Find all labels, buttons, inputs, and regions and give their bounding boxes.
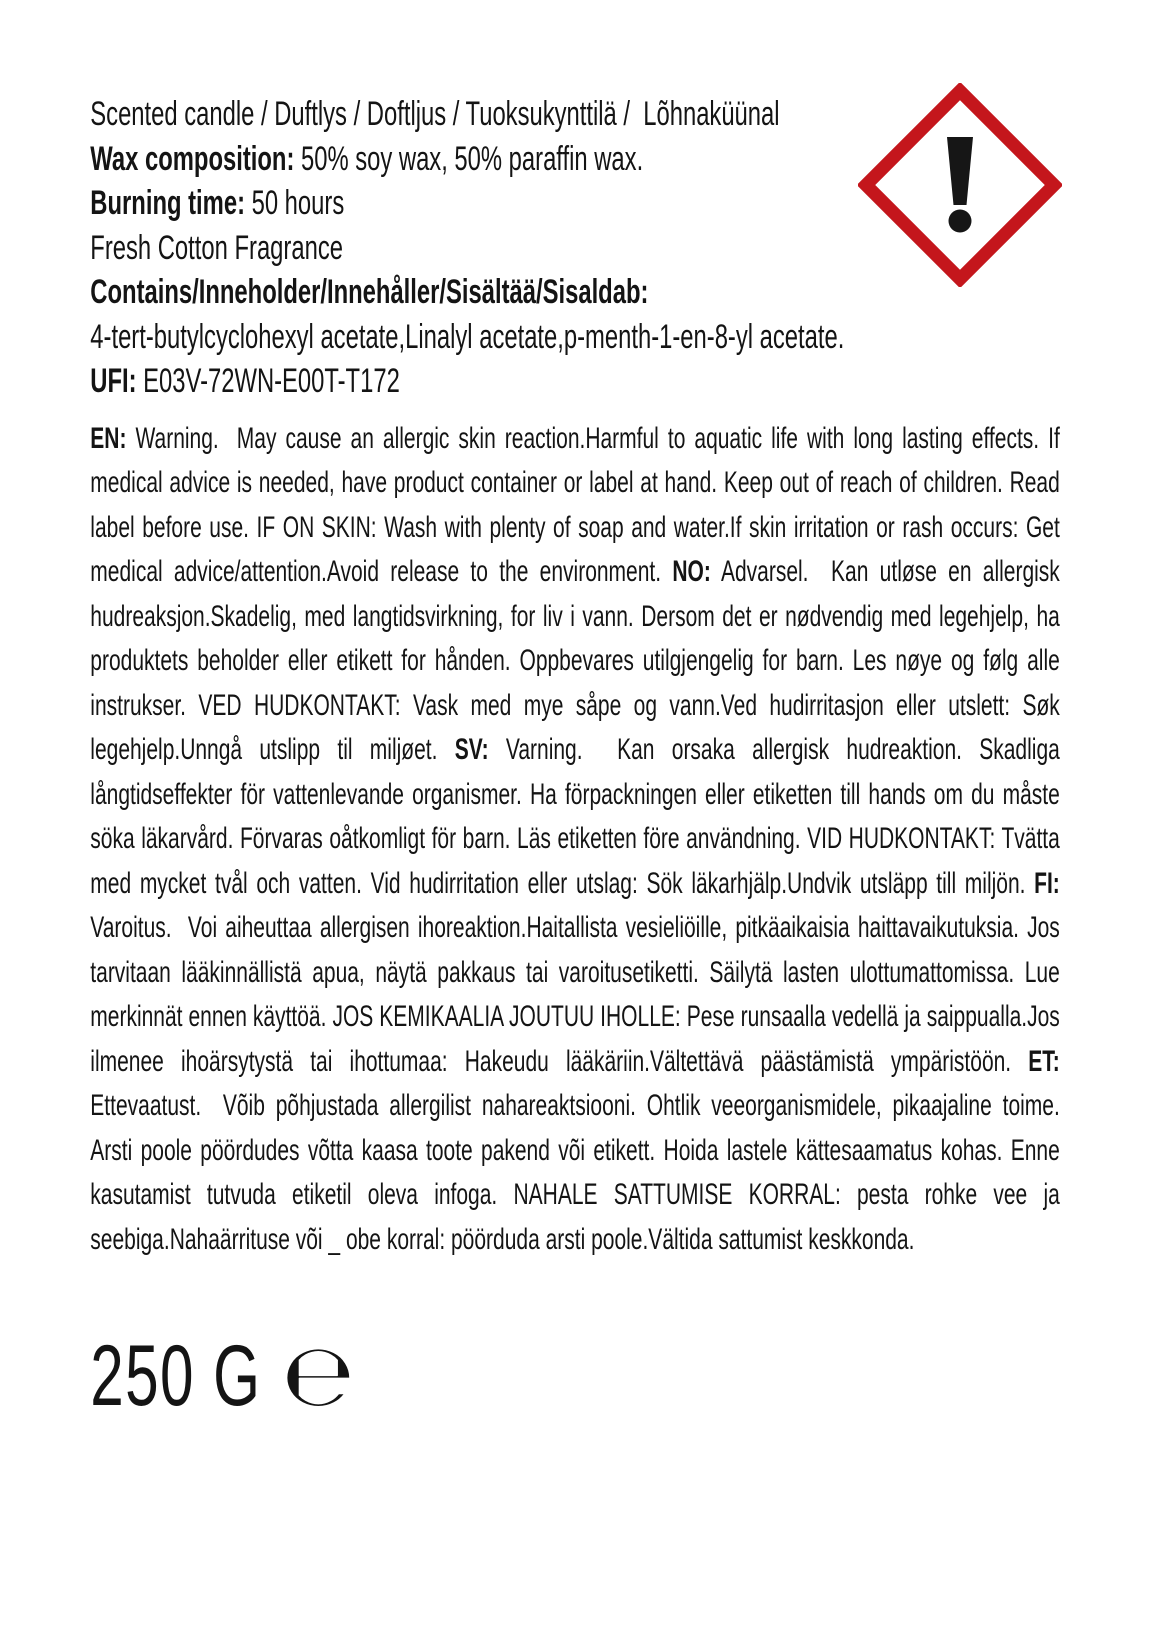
contains-ingredients: 4-tert-butylcyclohexyl acetate,Linalyl acetate,p-menth-1-en-8-yl acetate. — [90, 317, 845, 356]
burning-time-value: 50 hours — [244, 184, 345, 222]
warning-text-fi: Varoitus. Voi aiheuttaa allergisen ihoreaktion.Haitallista vesieliöille, pitkäaikaisia haittavaikutuksia. Jos tarvitaan lääkinnällistä apua, näytä pakkaus tai varoitusetiketti. Säilytä lasten ulottumattomissa. Lue merkinnät ennen käyttöä. JOS KEMIKAALIA JOUTUU IHOLLE: Pese runsaalla vedellä ja saippualla.Jos ilmenee ihoärsytystä tai ihottumaa: Hakeudu lääkäriin.Vältettävä päästämistä ympäristöön. — [90, 866, 1066, 1078]
fragrance-name: Fresh Cotton Fragrance — [90, 228, 343, 267]
wax-composition-value: 50% soy wax, 50% paraffin wax. — [294, 139, 644, 178]
net-weight-row — [90, 1326, 1059, 1426]
burning-time-label: Burning time: — [90, 184, 245, 222]
ghs07-warning-pictogram-icon — [858, 83, 1062, 287]
warning-text-et: Ettevaatust. Võib põhjustada allergilist nahareaktsiooni. Ohtlik veeorganismidele, pikaajaline toime. Arsti poole pöördudes võtta kaasa toote pakend või etikett. Hoida lastele kättesaamatus kohas. Enne kasutamist tutvuda etiketil oleva infoga. NAHALE SATTUMISE KORRAL: pesta rohke vee ja seebiga.Nahaärrituse või _ obe korral: pöörduda arsti poole.Vältida sattumist keskkonda. — [90, 1044, 1066, 1256]
net-weight-value: 250 G — [90, 1328, 262, 1424]
product-name-multilang: Scented candle / Duftlys / Doftljus / Tuoksukynttilä / Lõhnaküünal — [90, 95, 780, 133]
ufi-value: E03V-72WN-E00T-T172 — [136, 362, 400, 400]
warning-text-no: Advarsel. Kan utløse en allergisk hudreaksjon.Skadelig, med langtidsvirkning, for liv i vann. Dersom det er nødvendig med legehjelp, ha produktets beholder eller etikett for hånden. Oppbevares utilgjengelig for barn. Les nøye og følg alle instrukser. VED HUDKONTAKT: Vask med mye såpe og vann.Ved hudirritasjon eller utslett: Søk legehjelp.Unngå utslipp til miljøet. — [90, 555, 1066, 766]
hazard-statements-paragraph — [90, 417, 1066, 1263]
lang-code-fi: FI: — [1034, 866, 1060, 900]
lang-code-et: ET: — [1028, 1044, 1060, 1078]
exclamation-dot — [949, 210, 972, 233]
lang-code-no: NO: — [672, 555, 711, 588]
exclamation-diamond-icon — [858, 83, 1062, 287]
lang-code-sv: SV: — [454, 733, 489, 766]
ufi-row — [90, 359, 1059, 404]
wax-composition-label: Wax composition: — [90, 139, 295, 178]
warning-text-en: Warning. May cause an allergic skin reaction.Harmful to aquatic life with long lasting effects. If medical advice is needed, have product container or label at hand. Keep out of reach of children. Read label before use. IF ON SKIN: Wash with plenty of soap and water.If skin irritation or rash occurs: Get medical advice/attention.Avoid release to the environment. — [90, 421, 1066, 588]
warning-text-sv: Varning. Kan orsaka allergisk hudreaktion. Skadliga långtidseffekter för vattenlevande organismer. Ha förpackningen eller etiketten till hands om du måste söka läkarvård. Förvaras oåtkomligt för barn. Läs etiketten före användning. VID HUDKONTAKT: Tvätta med mycket tvål och vatten. Vid hudirritation eller utslag: Sök läkarhjälp.Undvik utsläpp till miljön. — [90, 733, 1066, 900]
lang-code-en: EN: — [90, 421, 127, 455]
ufi-label: UFI: — [90, 362, 137, 400]
contains-label: Contains/Inneholder/Innehåller/Sisältää/Sisaldab: — [90, 273, 649, 311]
estimated-sign: ℮ — [282, 1326, 357, 1426]
